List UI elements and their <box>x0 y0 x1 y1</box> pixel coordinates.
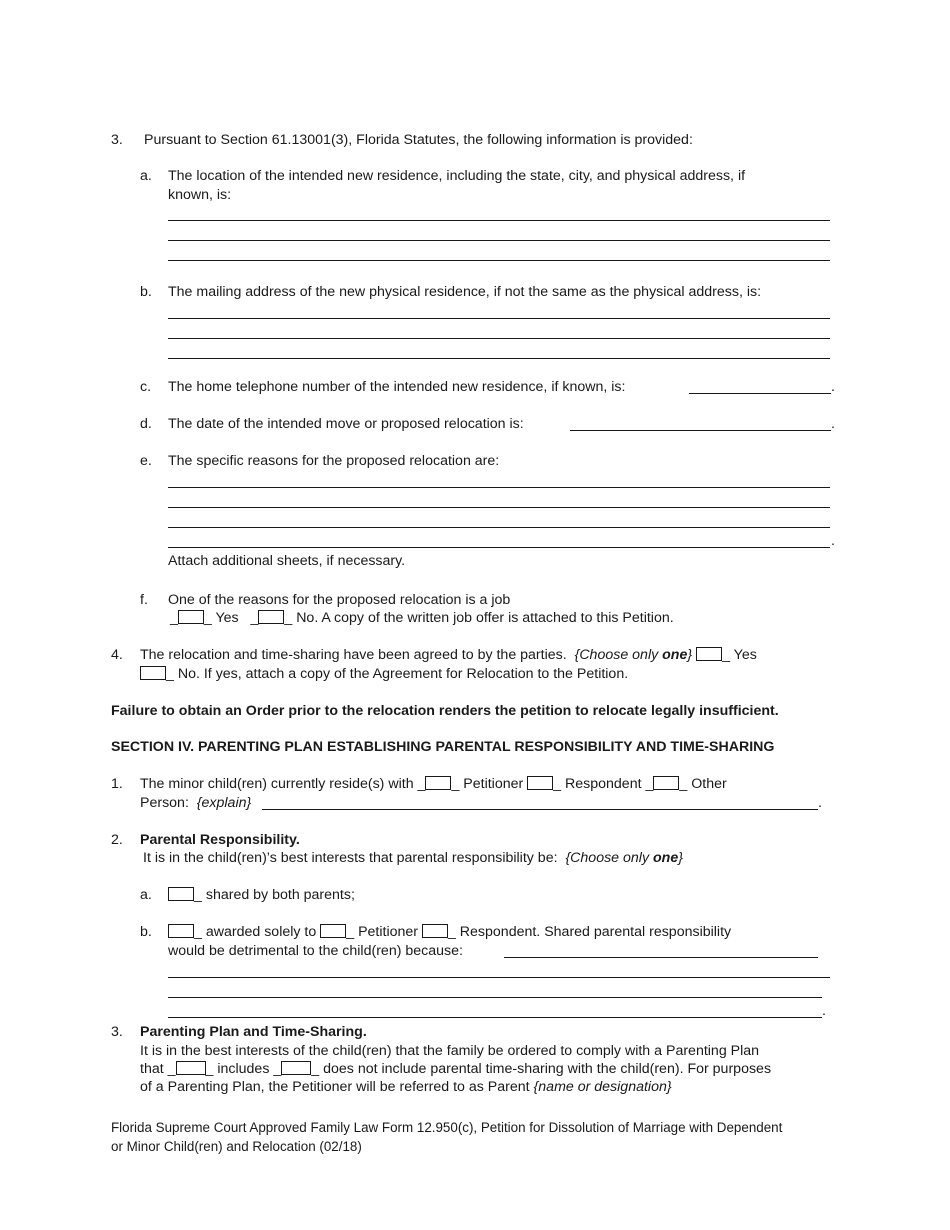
other-person-explain-field[interactable] <box>262 809 818 810</box>
detrimental-period: . <box>822 1003 826 1019</box>
item-3c-letter: c. <box>140 379 152 395</box>
item-4-text: The relocation and time-sharing have been agreed to by the parties. <box>140 647 567 663</box>
residence-address-line-1[interactable] <box>168 220 830 221</box>
parental-responsibility-line <box>143 849 683 867</box>
parenting-3-number: 3. <box>111 1024 123 1040</box>
item-3e-letter: e. <box>140 453 152 469</box>
shared-responsibility-checkbox[interactable] <box>168 887 194 901</box>
item-3b-letter: b. <box>140 284 152 300</box>
reasons-line-4[interactable] <box>168 547 830 548</box>
detrimental-reason-line-2[interactable] <box>168 977 830 978</box>
item-3f-letter: f. <box>140 592 148 608</box>
job-offer-choice-row: _ _ Yes _ _ No. A copy of the written job offer is attached to this Petition. <box>170 610 674 626</box>
person-period: . <box>818 795 822 811</box>
that-label: that <box>140 1061 164 1077</box>
move-date-field[interactable] <box>570 430 831 431</box>
mailing-address-line-3[interactable] <box>168 358 830 359</box>
job-yes-checkbox[interactable] <box>178 610 204 624</box>
item-3d-period: . <box>831 416 835 432</box>
item-3b-text: The mailing address of the new physical residence, if not the same as the physical address, is: <box>168 284 762 300</box>
name-designation-hint: {name or designation} <box>533 1079 672 1095</box>
attach-sheets-note: Attach additional sheets, if necessary. <box>168 553 406 569</box>
sole-petitioner-label: Petitioner <box>358 924 418 940</box>
item-3f-text: One of the reasons for the proposed relocation is a job <box>168 592 511 608</box>
sole-awarded-label: awarded solely to <box>205 924 317 940</box>
item-3e-period: . <box>831 533 835 549</box>
person-explain-line <box>140 794 251 812</box>
parent-designation-text: of a Parenting Plan, the Petitioner will be referred to as Parent <box>140 1079 530 1095</box>
reasons-line-2[interactable] <box>168 507 830 508</box>
explain-hint: {explain} <box>196 795 252 811</box>
relocation-warning: Failure to obtain an Order prior to the relocation renders the petition to relocate legally insufficient. <box>111 703 779 719</box>
residence-address-line-2[interactable] <box>168 240 830 241</box>
parenting-plan-line-2: that _ _ includes _ _ does not include parental time-sharing with the child(ren). For purposes <box>140 1061 772 1077</box>
reasons-line-3[interactable] <box>168 527 830 528</box>
parental-responsibility-title: Parental Responsibility. <box>140 832 300 848</box>
detrimental-text: would be detrimental to the child(ren) because: <box>168 943 463 959</box>
reside-with-line: The minor child(ren) currently reside(s) with _ _ Petitioner _ Respondent _ _ Other <box>140 776 727 792</box>
item-4-number: 4. <box>111 647 123 663</box>
agreed-yes-label: Yes <box>733 647 757 663</box>
person-label: Person: <box>140 795 189 811</box>
reside-other-checkbox[interactable] <box>653 776 679 790</box>
form-footer-line-1: Florida Supreme Court Approved Family Law Form 12.950(c), Petition for Dissolution of Marriage with Dependent <box>111 1120 783 1135</box>
item-3a-text-cont: known, is: <box>168 187 232 203</box>
reside-petitioner-checkbox[interactable] <box>425 776 451 790</box>
shared-responsibility-label: shared by both parents; <box>205 887 355 903</box>
shared-row: _ shared by both parents; <box>168 886 355 904</box>
choose-only-hint-2: {Choose only one} <box>565 850 683 866</box>
reside-respondent-checkbox[interactable] <box>527 776 553 790</box>
job-yes-label: Yes <box>215 610 239 626</box>
agreed-no-checkbox[interactable] <box>140 666 166 680</box>
job-no-label: No. A copy of the written job offer is attached to this Petition. <box>296 610 674 626</box>
item-3c-period: . <box>831 379 835 395</box>
detrimental-reason-line-4[interactable] <box>168 1017 822 1018</box>
parenting-plan-text-1: It is in the best interests of the child(ren) that the family be ordered to comply with a Parenting Plan <box>140 1043 760 1059</box>
mailing-address-line-2[interactable] <box>168 338 830 339</box>
item-3e-text: The specific reasons for the proposed relocation are: <box>168 453 500 469</box>
sole-respondent-checkbox[interactable] <box>422 924 448 938</box>
item-4-line-2: _ No. If yes, attach a copy of the Agreement for Relocation to the Petition. <box>140 665 628 683</box>
reside-other-label: Other <box>691 776 727 792</box>
agreed-yes-checkbox[interactable] <box>696 647 722 661</box>
reside-with-text: The minor child(ren) currently reside(s) with <box>140 776 414 792</box>
parenting-plan-title: Parenting Plan and Time-Sharing. <box>140 1024 367 1040</box>
agreed-no-label: No. If yes, attach a copy of the Agreement for Relocation to the Petition. <box>177 666 629 682</box>
section-iv-heading: SECTION IV. PARENTING PLAN ESTABLISHING PARENTAL RESPONSIBILITY AND TIME-SHARING <box>111 739 775 755</box>
sole-responsibility-checkbox[interactable] <box>168 924 194 938</box>
job-no-checkbox[interactable] <box>258 610 284 624</box>
parenting-2b-letter: b. <box>140 924 152 940</box>
form-footer-line-2: or Minor Child(ren) and Relocation (02/18) <box>111 1139 362 1154</box>
not-include-label: does not include parental time-sharing with the child(ren). For purposes <box>323 1061 772 1077</box>
mailing-address-line-1[interactable] <box>168 318 830 319</box>
parenting-1-number: 1. <box>111 776 123 792</box>
residence-address-line-3[interactable] <box>168 260 830 261</box>
detrimental-reason-line-1[interactable] <box>504 957 818 958</box>
item-3a-letter: a. <box>140 168 152 184</box>
includes-timesharing-checkbox[interactable] <box>176 1061 206 1075</box>
reside-respondent-label: Respondent <box>565 776 642 792</box>
item-3c-text: The home telephone number of the intended new residence, if known, is: <box>168 379 626 395</box>
reasons-line-1[interactable] <box>168 487 830 488</box>
parenting-plan-line-3 <box>140 1078 672 1096</box>
choose-only-hint: {Choose only one} <box>574 647 693 663</box>
item-3d-text: The date of the intended move or proposed relocation is: <box>168 416 524 432</box>
not-include-timesharing-checkbox[interactable] <box>281 1061 311 1075</box>
parenting-2a-letter: a. <box>140 887 152 903</box>
item-3-intro: Pursuant to Section 61.13001(3), Florida Statutes, the following information is provided: <box>144 132 693 148</box>
parental-responsibility-text: It is in the child(ren)’s best interests that parental responsibility be: <box>143 850 558 866</box>
item-3-number: 3. <box>111 132 123 148</box>
sole-petitioner-checkbox[interactable] <box>320 924 346 938</box>
sole-row: _ awarded solely to _ Petitioner _ Respondent. Shared parental responsibility <box>168 923 731 941</box>
item-4-line: The relocation and time-sharing have been agreed to by the parties. {Choose only one} _ Yes <box>140 647 757 663</box>
sole-respondent-label: Respondent. Shared parental responsibility <box>459 924 732 940</box>
detrimental-reason-line-3[interactable] <box>168 997 822 998</box>
includes-label: includes <box>217 1061 270 1077</box>
home-phone-field[interactable] <box>689 393 831 394</box>
parenting-2-number: 2. <box>111 832 123 848</box>
item-3d-letter: d. <box>140 416 152 432</box>
item-3a-text: The location of the intended new residence, including the state, city, and physical address, if <box>168 168 746 184</box>
reside-petitioner-label: Petitioner <box>463 776 524 792</box>
